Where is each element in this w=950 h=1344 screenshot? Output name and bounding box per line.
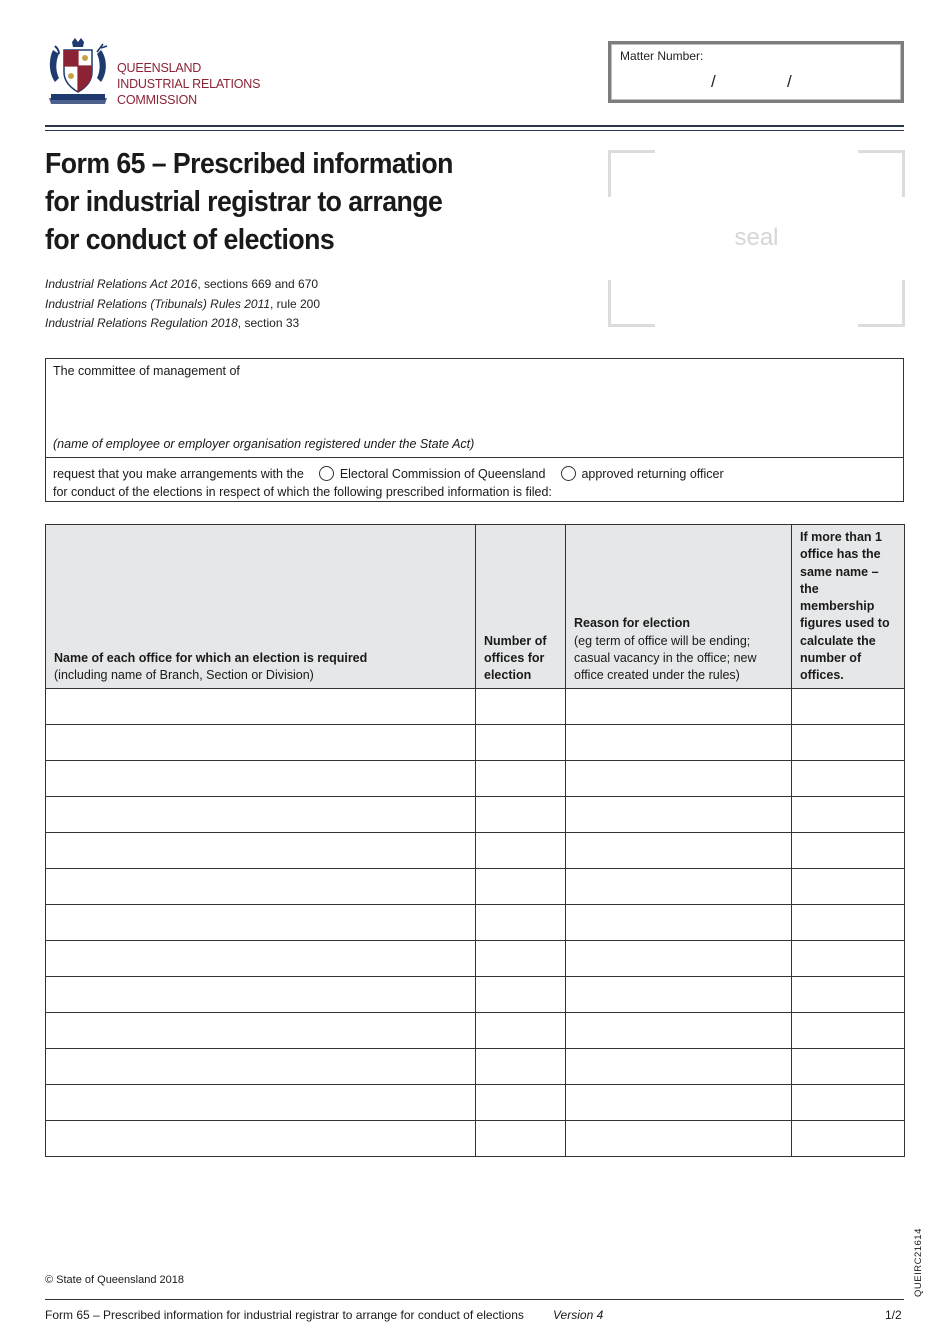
column-header-number: Number of offices for election [476, 525, 566, 689]
legislation-ref: Industrial Relations (Tribunals) Rules 2011, rule 200 [45, 296, 321, 311]
matter-number-separator: / [711, 72, 716, 91]
legislation-references [45, 275, 320, 334]
reason-cell[interactable] [566, 832, 792, 868]
table-row [46, 724, 905, 760]
number-of-offices-cell[interactable] [476, 904, 566, 940]
membership-figures-cell[interactable] [792, 1120, 905, 1156]
copyright: © State of Queensland 2018 [45, 1274, 184, 1286]
membership-figures-cell[interactable] [792, 796, 905, 832]
reason-cell[interactable] [566, 868, 792, 904]
membership-figures-cell[interactable] [792, 868, 905, 904]
number-of-offices-cell[interactable] [476, 832, 566, 868]
header-rule [45, 125, 904, 127]
number-of-offices-cell[interactable] [476, 868, 566, 904]
office-name-cell[interactable] [46, 1048, 476, 1084]
number-of-offices-cell[interactable] [476, 760, 566, 796]
reason-cell[interactable] [566, 976, 792, 1012]
radio-returning-officer[interactable] [561, 466, 576, 481]
seal-corner [858, 280, 905, 327]
table-row [46, 976, 905, 1012]
membership-figures-cell[interactable] [792, 1084, 905, 1120]
seal-corner [858, 150, 905, 197]
reason-cell[interactable] [566, 796, 792, 832]
number-of-offices-cell[interactable] [476, 796, 566, 832]
divider [46, 457, 903, 458]
footer-rule [45, 1299, 904, 1300]
elections-table [45, 524, 905, 1157]
office-name-cell[interactable] [46, 796, 476, 832]
table-row [46, 1084, 905, 1120]
table-row [46, 688, 905, 724]
office-name-cell[interactable] [46, 904, 476, 940]
column-header-membership: If more than 1 office has the same name – the membership figures used to calculate the number of offices. [792, 525, 905, 689]
table-row [46, 868, 905, 904]
membership-figures-cell[interactable] [792, 904, 905, 940]
membership-figures-cell[interactable] [792, 724, 905, 760]
number-of-offices-cell[interactable] [476, 940, 566, 976]
office-name-cell[interactable] [46, 868, 476, 904]
page-title [45, 145, 477, 259]
reason-cell[interactable] [566, 1120, 792, 1156]
number-of-offices-cell[interactable] [476, 724, 566, 760]
table-row [46, 904, 905, 940]
number-of-offices-cell[interactable] [476, 1120, 566, 1156]
membership-figures-cell[interactable] [792, 688, 905, 724]
membership-figures-cell[interactable] [792, 832, 905, 868]
number-of-offices-cell[interactable] [476, 976, 566, 1012]
membership-figures-cell[interactable] [792, 760, 905, 796]
membership-figures-cell[interactable] [792, 1048, 905, 1084]
header-rule-thin [45, 130, 904, 131]
table-row [46, 796, 905, 832]
office-name-cell[interactable] [46, 1084, 476, 1120]
request-statement [53, 465, 724, 501]
table-row [46, 760, 905, 796]
membership-figures-cell[interactable] [792, 940, 905, 976]
reason-cell[interactable] [566, 688, 792, 724]
footer-form-name: Form 65 – Prescribed information for industrial registrar to arrange for conduct of elections [45, 1308, 524, 1322]
reason-cell[interactable] [566, 1012, 792, 1048]
qirc-logo [45, 38, 275, 108]
number-of-offices-cell[interactable] [476, 1012, 566, 1048]
office-name-cell[interactable] [46, 976, 476, 1012]
office-name-cell[interactable] [46, 724, 476, 760]
reason-cell[interactable] [566, 904, 792, 940]
seal-label: seal [734, 224, 779, 251]
committee-section [45, 358, 904, 502]
reason-cell[interactable] [566, 1084, 792, 1120]
number-of-offices-cell[interactable] [476, 688, 566, 724]
reason-cell[interactable] [566, 940, 792, 976]
seal-corner [608, 150, 655, 197]
committee-intro: The committee of management of [53, 364, 240, 378]
legislation-ref: Industrial Relations Regulation 2018, section 33 [45, 316, 300, 330]
title-line: for industrial registrar to arrange [45, 186, 443, 218]
membership-figures-cell[interactable] [792, 1012, 905, 1048]
office-name-cell[interactable] [46, 832, 476, 868]
organisation-name-hint: (name of employee or employer organisation registered under the State Act) [53, 437, 475, 451]
legislation-ref: Industrial Relations Act 2016, sections 669 and 670 [45, 277, 319, 291]
table-row [46, 1012, 905, 1048]
logo-line-2: INDUSTRIAL RELATIONS [117, 77, 261, 91]
number-of-offices-cell[interactable] [476, 1048, 566, 1084]
office-name-cell[interactable] [46, 940, 476, 976]
logo-wordmark [117, 60, 260, 108]
option-returning-officer-label: approved returning officer [581, 467, 724, 481]
reason-cell[interactable] [566, 1048, 792, 1084]
form-code: QUEIRC21614 [913, 1228, 924, 1297]
coat-of-arms-icon [45, 38, 111, 106]
footer-version: Version 4 [553, 1308, 604, 1322]
column-header-office: Name of each office for which an election is required (including name of Branch, Section or Division) [46, 525, 476, 689]
table-row [46, 1120, 905, 1156]
number-of-offices-cell[interactable] [476, 1084, 566, 1120]
request-prefix: request that you make arrangements with the [53, 467, 304, 481]
seal-corner [608, 280, 655, 327]
matter-number-field[interactable] [608, 41, 904, 103]
title-line: Form 65 – Prescribed information [45, 148, 453, 180]
column-header-reason: Reason for election (eg term of office will be ending; casual vacancy in the office; new office created under the rules) [566, 525, 792, 689]
logo-line-3: COMMISSION [117, 93, 197, 107]
option-electoral-commission-label: Electoral Commission of Queensland [339, 467, 546, 481]
seal-area [608, 150, 905, 327]
reason-cell[interactable] [566, 724, 792, 760]
title-line: for conduct of elections [45, 224, 335, 256]
office-name-cell[interactable] [46, 688, 476, 724]
logo-line-1: QUEENSLAND [117, 61, 202, 75]
radio-electoral-commission[interactable] [319, 466, 334, 481]
membership-figures-cell[interactable] [792, 976, 905, 1012]
table-row [46, 940, 905, 976]
table-row [46, 1048, 905, 1084]
office-name-cell[interactable] [46, 1120, 476, 1156]
reason-cell[interactable] [566, 760, 792, 796]
office-name-cell[interactable] [46, 760, 476, 796]
matter-number-label: Matter Number: [620, 49, 704, 63]
request-suffix: for conduct of the elections in respect of which the following prescribed information is filed: [53, 485, 552, 499]
matter-number-separator: / [787, 72, 792, 91]
table-row [46, 832, 905, 868]
page-number: 1/2 [885, 1308, 902, 1322]
office-name-cell[interactable] [46, 1012, 476, 1048]
